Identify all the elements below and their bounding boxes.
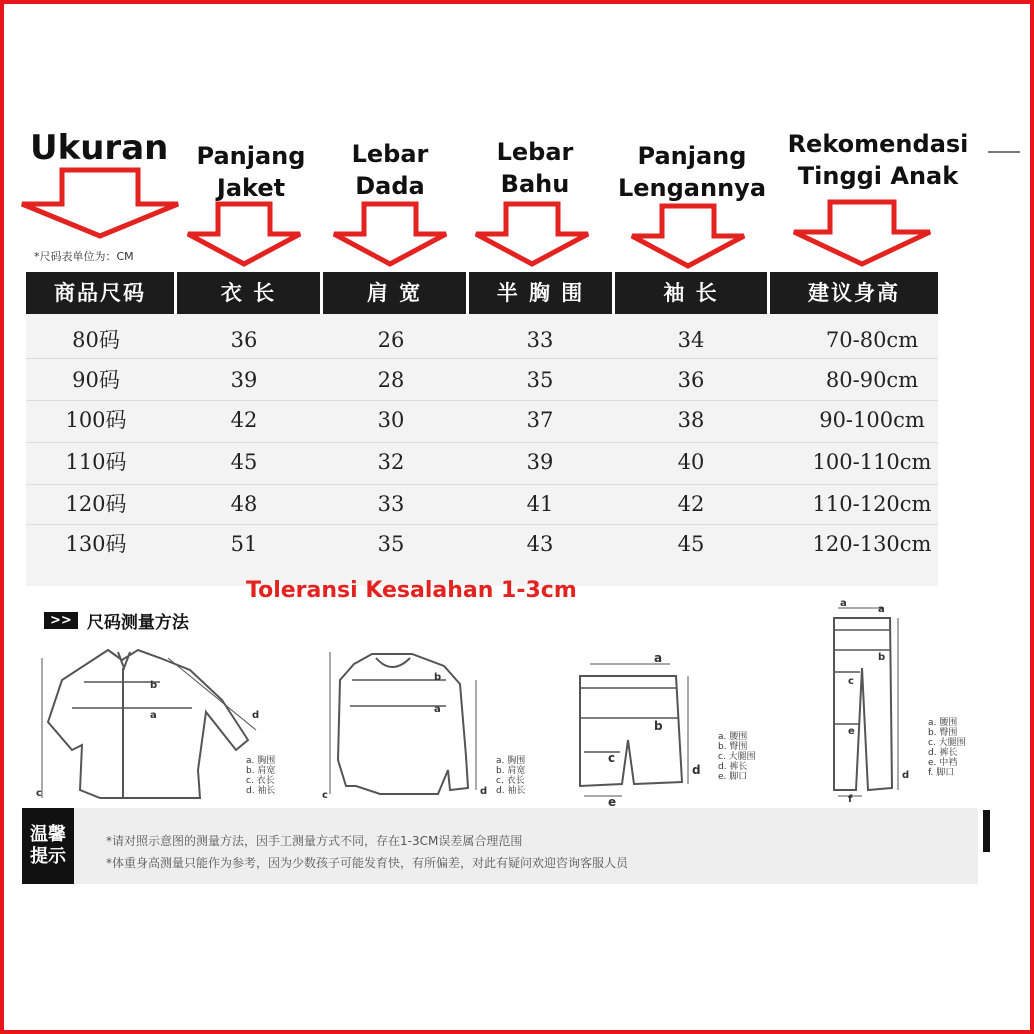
svg-text:c: c	[608, 751, 616, 765]
cell-sleeve: 34	[677, 328, 705, 352]
shorts-legend	[718, 732, 756, 782]
pants-legend	[928, 718, 966, 778]
header-chest: 半 胸 围	[496, 281, 585, 305]
badge-line: 温馨	[30, 824, 66, 845]
size-table-body	[26, 314, 938, 586]
divider-line	[988, 151, 1020, 153]
svg-text:a: a	[434, 704, 441, 715]
tolerance-note: Toleransi Kesalahan 1-3cm	[246, 578, 577, 603]
label-line: Lebar	[351, 140, 429, 168]
label-ukuran: Ukuran	[30, 128, 169, 168]
label-rekomendasi	[780, 128, 976, 192]
label-line: Lebar	[496, 138, 574, 166]
svg-text:b: b	[654, 719, 663, 733]
label-line: Tinggi Anak	[797, 162, 959, 190]
cell-length: 48	[230, 492, 258, 516]
cell-height: 90-100cm	[819, 408, 925, 432]
svg-text:e: e	[608, 795, 617, 808]
svg-text:c: c	[848, 676, 854, 687]
shirt-diagram-icon	[42, 650, 256, 798]
svg-text:b: b	[434, 672, 442, 683]
table-row	[26, 360, 938, 401]
label-line: Bahu	[500, 170, 570, 198]
legend-item: c. 大腿围	[718, 752, 756, 762]
svg-text:c: c	[36, 788, 42, 799]
svg-text:d: d	[902, 770, 910, 781]
cell-sleeve: 36	[677, 368, 705, 392]
legend-item: a. 胸围	[246, 756, 276, 766]
svg-text:d: d	[692, 763, 701, 777]
legend-item: a. 腰围	[928, 718, 958, 728]
legend-item: b. 肩宽	[496, 766, 526, 776]
legend-item: d. 袖长	[246, 786, 276, 796]
pants-diagram-icon	[834, 608, 898, 796]
cell-sleeve: 42	[677, 492, 705, 516]
legend-item: b. 肩宽	[246, 766, 276, 776]
svg-text:a: a	[654, 651, 663, 665]
svg-text:e: e	[848, 726, 855, 737]
table-row	[26, 320, 938, 361]
sweater-legend	[496, 756, 525, 796]
legend-item: c. 衣长	[496, 776, 525, 786]
label-lebar-bahu	[472, 136, 598, 200]
label-panjang-jaket	[186, 140, 316, 204]
header-height: 建议身高	[808, 281, 900, 305]
svg-text:a: a	[150, 710, 157, 721]
sweater-diagram-icon	[330, 652, 476, 794]
cell-sleeve: 40	[677, 450, 705, 474]
table-row	[26, 400, 938, 441]
shirt-legend	[246, 756, 275, 796]
legend-item: a. 腰围	[718, 732, 748, 742]
table-row	[26, 442, 938, 483]
header-shoulder: 肩 宽	[366, 281, 423, 305]
arrow-down-icon	[472, 200, 592, 268]
label-lebar-dada	[330, 138, 450, 202]
cell-height: 100-110cm	[812, 450, 932, 474]
table-row	[26, 524, 938, 565]
svg-text:d: d	[480, 786, 488, 797]
cell-sleeve: 38	[677, 408, 705, 432]
cell-size: 100码	[65, 408, 127, 432]
cell-height: 110-120cm	[812, 492, 932, 516]
cell-height: 70-80cm	[825, 328, 919, 352]
shorts-diagram-icon	[580, 664, 688, 796]
label-line: Dada	[355, 172, 425, 200]
arrow-down-icon	[628, 202, 748, 270]
arrow-down-icon	[330, 200, 450, 268]
cell-chest: 39	[526, 450, 554, 474]
cell-size: 110码	[65, 450, 127, 474]
tips-box	[22, 808, 978, 884]
cell-size: 90码	[72, 368, 120, 392]
cell-size: 80码	[72, 328, 120, 352]
arrow-down-icon	[790, 198, 934, 268]
header-sleeve: 袖 长	[663, 281, 719, 305]
label-line: Jaket	[216, 174, 286, 202]
cell-chest: 35	[526, 368, 554, 392]
badge-line: 提示	[30, 846, 66, 867]
cell-shoulder: 28	[377, 368, 405, 392]
cell-height: 80-90cm	[825, 368, 919, 392]
legend-item: e. 脚口	[718, 772, 748, 782]
legend-item: d. 裤长	[718, 762, 748, 772]
svg-text:c: c	[322, 790, 328, 801]
legend-item: c. 大腿围	[928, 738, 966, 748]
measure-title: 尺码测量方法	[86, 613, 189, 633]
decorative-bar	[983, 810, 990, 852]
arrow-down-icon	[184, 200, 304, 268]
svg-text:b: b	[150, 680, 158, 691]
cell-length: 45	[230, 450, 258, 474]
unit-note: *尺码表单位为：CM	[34, 250, 134, 263]
legend-item: b. 臀围	[718, 742, 748, 752]
cell-height: 120-130cm	[812, 532, 932, 556]
cell-shoulder: 26	[377, 328, 405, 352]
svg-text:a: a	[878, 604, 885, 615]
legend-item: f. 脚口	[928, 768, 955, 778]
label-line: Rekomendasi	[787, 130, 969, 158]
header-size: 商品尺码	[54, 281, 146, 305]
cell-shoulder: 30	[377, 408, 405, 432]
cell-length: 39	[230, 368, 258, 392]
cell-length: 36	[230, 328, 258, 352]
table-row	[26, 484, 938, 525]
row-divider	[26, 358, 938, 359]
double-chevron-icon: >>	[44, 612, 78, 629]
legend-item: a. 胸围	[496, 756, 526, 766]
cell-chest: 37	[526, 408, 554, 432]
cell-size: 130码	[65, 532, 127, 556]
svg-text:f: f	[848, 794, 853, 805]
tips-badge	[22, 808, 74, 884]
tip-line: *体重身高测量只能作为参考，因为少数孩子可能发育快，有所偏差，对此有疑问欢迎咨询客服人员	[106, 856, 629, 870]
svg-text:a: a	[840, 598, 847, 609]
cell-length: 51	[230, 532, 258, 556]
cell-shoulder: 35	[377, 532, 405, 556]
legend-item: e. 中裆	[928, 758, 958, 768]
label-line: Panjang	[637, 142, 747, 170]
table-header	[26, 272, 938, 314]
cell-sleeve: 45	[677, 532, 705, 556]
label-line: Lengannya	[617, 174, 767, 202]
cell-shoulder: 33	[377, 492, 405, 516]
legend-item: d. 裤长	[928, 748, 958, 758]
cell-shoulder: 32	[377, 450, 405, 474]
legend-item: b. 臀围	[928, 728, 958, 738]
label-panjang-lengan	[612, 140, 772, 204]
header-length: 衣 长	[220, 281, 277, 305]
label-line: Panjang	[196, 142, 306, 170]
cell-chest: 33	[526, 328, 554, 352]
tip-line: *请对照示意图的测量方法，因手工测量方式不同，存在1-3CM误差属合理范围	[106, 834, 523, 848]
legend-item: d. 袖长	[496, 786, 526, 796]
arrow-down-icon	[18, 166, 182, 240]
svg-text:b: b	[878, 652, 886, 663]
legend-item: c. 衣长	[246, 776, 275, 786]
cell-length: 42	[230, 408, 258, 432]
cell-chest: 43	[526, 532, 554, 556]
svg-text:d: d	[252, 710, 260, 721]
cell-size: 120码	[65, 492, 127, 516]
cell-chest: 41	[526, 492, 554, 516]
